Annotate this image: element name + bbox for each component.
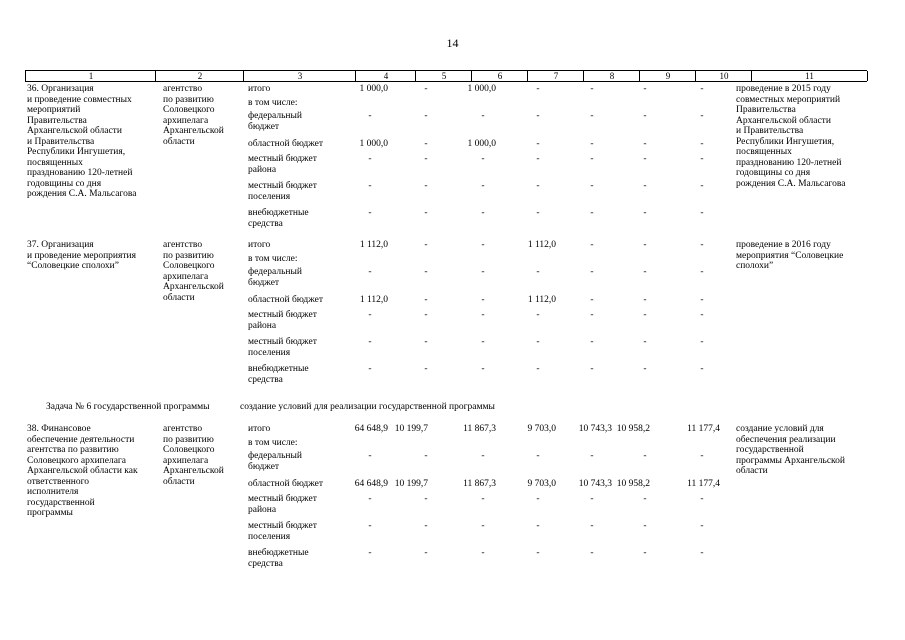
funding-value: - [368,310,372,320]
measure-name: 37. Организация и проведение мероприятия “Соловецкие сполохи” [27,240,136,271]
funding-value: - [590,240,594,250]
funding-source-label: местный бюджет поселения [248,337,317,358]
funding-value: - [424,154,428,164]
funding-value: - [368,267,372,277]
funding-value: - [481,240,485,250]
funding-value: 9 703,0 [527,424,556,434]
funding-value: - [643,364,647,374]
funding-source-label: итого [248,84,271,94]
funding-value: - [368,154,372,164]
funding-value: - [700,139,704,149]
funding-value: - [536,451,540,461]
funding-value: - [368,208,372,218]
funding-value: - [424,111,428,121]
funding-value: - [590,548,594,558]
responsible-executor: агентство по развитию Соловецкого архипелага Архангельской области [163,424,224,487]
funding-value: - [424,267,428,277]
funding-value: - [536,111,540,121]
funding-source-label: итого [248,240,271,250]
expected-result: создание условий для обеспечения реализации государственной программы Архангельской области [736,424,846,476]
funding-source-label: в том числе: [248,254,298,264]
funding-value: - [700,451,704,461]
funding-value: - [424,84,428,94]
funding-value: - [368,337,372,347]
funding-value: - [700,494,704,504]
funding-value: 10 958,2 [616,424,650,434]
funding-value: - [536,267,540,277]
funding-value: - [590,181,594,191]
funding-value: - [424,310,428,320]
header-col-7: 7 [527,71,584,81]
funding-value: 1 112,0 [359,295,388,305]
funding-source-label: в том числе: [248,98,298,108]
funding-value: - [643,451,647,461]
funding-value: - [481,208,485,218]
header-col-6: 6 [471,71,528,81]
funding-value: - [481,310,485,320]
funding-value: - [590,521,594,531]
funding-value: 1 000,0 [467,139,496,149]
header-col-10: 10 [695,71,752,81]
expected-result: проведение в 2016 году мероприятия “Соловецкие сполохи” [736,240,844,271]
funding-value: - [643,208,647,218]
funding-value: - [368,494,372,504]
funding-value: 1 000,0 [467,84,496,94]
funding-value: 1 112,0 [527,295,556,305]
funding-value: - [536,337,540,347]
funding-value: - [424,295,428,305]
funding-value: - [700,240,704,250]
funding-value: - [424,139,428,149]
funding-value: - [481,337,485,347]
funding-source-label: местный бюджет района [248,154,317,175]
funding-value: - [700,548,704,558]
funding-value: 10 199,7 [394,424,428,434]
funding-value: - [643,494,647,504]
header-col-9: 9 [639,71,696,81]
funding-source-label: федеральный бюджет [248,267,302,288]
funding-source-label: местный бюджет района [248,494,317,515]
funding-value: - [700,267,704,277]
funding-value: 11 867,3 [463,479,496,489]
funding-value: - [424,494,428,504]
funding-value: - [700,364,704,374]
funding-value: - [590,451,594,461]
funding-value: - [481,521,485,531]
funding-value: - [643,240,647,250]
funding-source-label: местный бюджет поселения [248,181,317,202]
measure-name: 36. Организация и проведение совместных мероприятий Правительства Архангельской области и Правительства Республики Ингушетия, посвященных празднованию 120-летней годовщины со дня рождения С.А. Мальсагова [27,84,137,199]
task-text: создание условий для реализации государственной программы [240,402,495,412]
funding-value: - [590,111,594,121]
responsible-executor: агентство по развитию Соловецкого архипелага Архангельской области [163,84,224,147]
funding-value: - [700,154,704,164]
funding-source-label: внебюджетные средства [248,208,309,229]
funding-value: - [424,337,428,347]
funding-value: - [368,548,372,558]
funding-value: - [481,451,485,461]
funding-value: - [590,494,594,504]
funding-value: 9 703,0 [527,479,556,489]
funding-value: - [481,364,485,374]
funding-value: - [536,521,540,531]
funding-value: 1 112,0 [359,240,388,250]
funding-value: - [424,548,428,558]
funding-value: 11 177,4 [687,424,720,434]
funding-value: 1 112,0 [527,240,556,250]
funding-value: - [536,84,540,94]
expected-result: проведение в 2015 году совместных мероприятий Правительства Архангельской области и Правительства Республики Ингушетия, посвященных празднованию 120-летней годовщины со дня рождения С.А. Мальсагова [736,84,846,189]
funding-value: - [368,451,372,461]
funding-value: - [536,208,540,218]
funding-value: - [368,364,372,374]
funding-value: - [481,111,485,121]
header-col-1: 1 [25,71,156,81]
funding-source-label: внебюджетные средства [248,548,309,569]
funding-value: 10 743,3 [578,479,612,489]
funding-value: - [368,111,372,121]
header-col-4: 4 [355,71,416,81]
funding-value: - [590,364,594,374]
funding-value: - [481,548,485,558]
funding-source-label: областной бюджет [248,479,324,489]
funding-value: - [700,521,704,531]
funding-value: - [643,267,647,277]
funding-value: - [590,310,594,320]
funding-value: - [424,521,428,531]
funding-value: - [424,364,428,374]
funding-value: - [590,267,594,277]
funding-value: 10 199,7 [394,479,428,489]
funding-value: - [590,337,594,347]
funding-value: - [536,181,540,191]
measure-name: 38. Финансовое обеспечение деятельности агентства по развитию Соловецкого архипелага Архангельской области как ответственного исполнителя государственной программы [27,424,138,518]
funding-value: - [536,310,540,320]
funding-value: - [481,267,485,277]
task-title: Задача № 6 государственной программы [46,402,210,412]
header-col-8: 8 [583,71,640,81]
funding-value: - [590,84,594,94]
funding-source-label: областной бюджет [248,139,324,149]
funding-value: - [643,295,647,305]
funding-source-label: итого [248,424,271,434]
funding-value: - [700,111,704,121]
funding-value: - [700,84,704,94]
funding-source-label: внебюджетные средства [248,364,309,385]
funding-value: 11 177,4 [687,479,720,489]
funding-value: - [424,240,428,250]
funding-value: 64 648,9 [354,479,388,489]
funding-value: - [643,337,647,347]
funding-value: - [424,181,428,191]
funding-source-label: местный бюджет поселения [248,521,317,542]
funding-value: - [590,139,594,149]
funding-value: 11 867,3 [463,424,496,434]
funding-value: - [643,139,647,149]
funding-value: - [590,208,594,218]
funding-value: - [536,494,540,504]
funding-value: - [700,181,704,191]
funding-value: 1 000,0 [359,139,388,149]
funding-value: - [536,548,540,558]
funding-value: - [700,208,704,218]
header-col-11: 11 [751,71,868,81]
funding-value: - [643,310,647,320]
funding-value: - [643,111,647,121]
funding-value: - [481,181,485,191]
funding-value: - [536,154,540,164]
funding-source-label: областной бюджет [248,295,324,305]
funding-source-label: федеральный бюджет [248,111,302,132]
funding-value: - [536,139,540,149]
funding-value: - [368,181,372,191]
funding-value: - [643,154,647,164]
header-col-3: 3 [243,71,356,81]
funding-value: 64 648,9 [354,424,388,434]
funding-value: - [643,548,647,558]
funding-value: - [424,451,428,461]
funding-source-label: федеральный бюджет [248,451,302,472]
funding-value: 1 000,0 [359,84,388,94]
funding-value: - [700,337,704,347]
funding-value: - [590,154,594,164]
header-col-2: 2 [155,71,244,81]
funding-value: 10 958,2 [616,479,650,489]
funding-value: - [643,181,647,191]
funding-value: - [700,310,704,320]
funding-value: - [590,295,594,305]
header-col-5: 5 [415,71,472,81]
funding-value: - [643,521,647,531]
funding-value: - [481,295,485,305]
responsible-executor: агентство по развитию Соловецкого архипелага Архангельской области [163,240,224,303]
funding-value: - [700,295,704,305]
funding-value: 10 743,3 [578,424,612,434]
funding-source-label: местный бюджет района [248,310,317,331]
funding-value: - [643,84,647,94]
funding-source-label: в том числе: [248,438,298,448]
funding-value: - [536,364,540,374]
funding-value: - [481,494,485,504]
table-header [25,70,867,82]
funding-value: - [368,521,372,531]
funding-value: - [481,154,485,164]
funding-value: - [424,208,428,218]
page-number: 14 [446,36,459,50]
